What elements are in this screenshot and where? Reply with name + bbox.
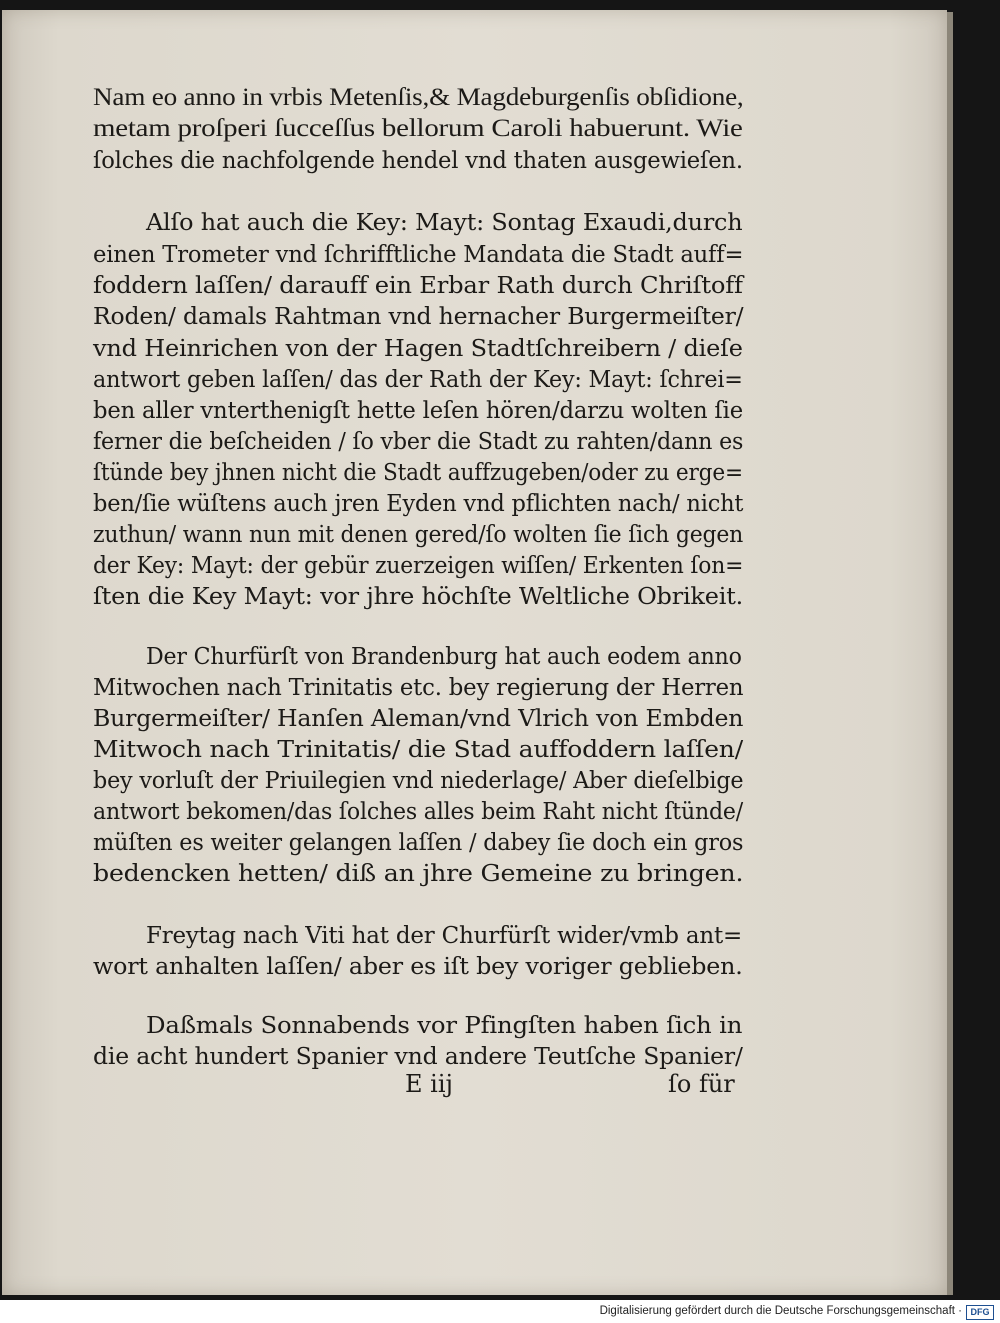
- text-line: müſten es weiter gelangen laſſen / dabey ſie doch ein gros: [93, 828, 744, 856]
- text-line: Alſo hat auch die Key: Mayt: Sontag Exaudi,durch: [146, 208, 743, 236]
- text-line: einen Trometer vnd ſchrifftliche Mandata die Stadt auff=: [93, 240, 744, 268]
- text-line: bey vorluſt der Priuilegien vnd niederlage/ Aber dieſelbige: [93, 766, 744, 794]
- text-line: Burgermeiſter/ Hanſen Aleman/vnd Vlrich von Embden: [93, 704, 744, 732]
- text-line: Der Churfürſt von Brandenburg hat auch eodem anno: [146, 642, 742, 670]
- text-line: Mitwoch nach Trinitatis/ die Stad auffoddern laſſen/: [93, 735, 743, 763]
- text-line: ſten die Key Mayt: vor jhre höchſte Weltliche Obrikeit.: [93, 582, 744, 610]
- text-line: bedencken hetten/ diß an jhre Gemeine zu bringen.: [93, 859, 744, 887]
- text-line: Freytag nach Viti hat der Churfürſt wider/vmb ant=: [146, 921, 743, 949]
- text-line: ſtünde bey jhnen nicht die Stadt auffzugeben/oder zu erge=: [93, 458, 743, 486]
- page-edge: [947, 12, 953, 1295]
- text-line: ferner die beſcheiden / ſo vber die Stadt zu rahten/dann es: [93, 427, 744, 455]
- text-line: vnd Heinrichen von der Hagen Stadtſchreibern / dieſe: [93, 334, 743, 362]
- text-line: ben aller vnterthenigſt hette leſen hören/darzu wolten ſie: [93, 396, 743, 424]
- text-line: Nam eo anno in vrbis Metenſis,& Magdeburgenſis obſidione,: [93, 84, 744, 111]
- digitization-credit: Digitalisierung gefördert durch die Deutsche Forschungsgemeinschaft ·: [599, 1305, 962, 1317]
- text-line: zuthun/ wann nun mit denen gered/ſo wolten ſie ſich gegen: [93, 520, 744, 548]
- signature-mark: E iij: [405, 1070, 453, 1098]
- catchword: ſo für: [668, 1070, 735, 1098]
- text-line: ſolches die nachfolgende hendel vnd thaten ausgewieſen.: [93, 146, 743, 174]
- text-line: foddern laſſen/ darauff ein Erbar Rath durch Chriſtoff: [93, 271, 743, 299]
- text-line: der Key: Mayt: der gebür zuerzeigen wiſſen/ Erkenten ſon=: [93, 551, 744, 579]
- text-line: antwort bekomen/das ſolches alles beim Raht nicht ſtünde/: [93, 797, 743, 825]
- dfg-logo-icon: DFG: [966, 1305, 994, 1320]
- text-line: Mitwochen nach Trinitatis etc. bey regierung der Herren: [93, 673, 744, 701]
- text-line: wort anhalten laſſen/ aber es iſt bey voriger geblieben.: [93, 952, 743, 980]
- text-line: metam proſperi ſucceſſus bellorum Caroli habuerunt. Wie: [93, 115, 743, 142]
- text-line: antwort geben laſſen/ das der Rath der Key: Mayt: ſchrei=: [93, 365, 743, 393]
- text-line: ben/ſie wüſtens auch jren Eyden vnd pflichten nach/ nicht: [93, 489, 744, 517]
- text-line: die acht hundert Spanier vnd andere Teutſche Spanier/: [93, 1042, 743, 1070]
- text-line: Daßmals Sonnabends vor Pfingſten haben ſich in: [146, 1011, 743, 1039]
- text-line: Roden/ damals Rahtman vnd hernacher Burgermeiſter/: [93, 302, 744, 330]
